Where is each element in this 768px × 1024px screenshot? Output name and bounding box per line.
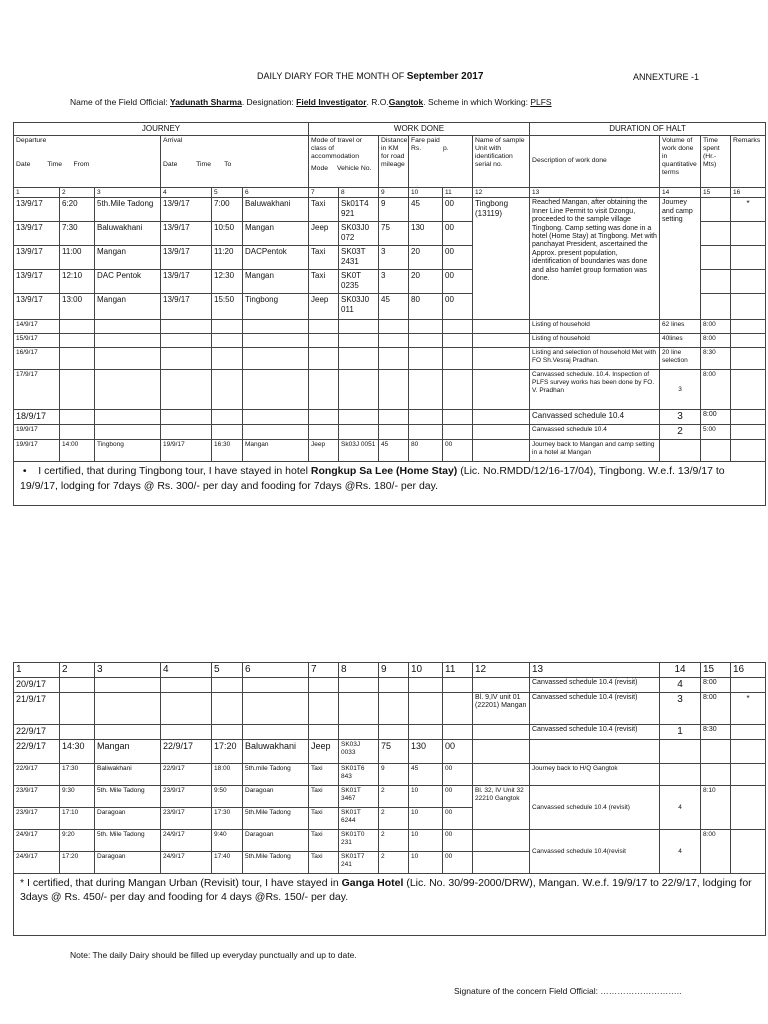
sample-unit-header: Name of sample Unit with identification serial no. [473,135,530,187]
table-row: 20/9/17 Canvassed schedule 10.4 (revisit) 4 8:00 [14,678,766,693]
description-header: Description of work done [530,135,660,187]
diary-table-2 [13,662,766,936]
page-title: DAILY DIARY FOR THE MONTH OF September 2017 [257,71,484,82]
fare-header: Fare paid Rs. p. [409,135,473,187]
mode-header: Mode of travel or class of accommodation Mode Vehicle No. [309,135,379,187]
work-done-header: WORK DONE [309,123,530,136]
table-row: 18/9/17 Canvassed schedule 10.4 3 8:00 [14,410,766,425]
designation: Field Investigator [296,97,367,107]
table-row: 23/9/17 9:30 5th. Mile Tadong 23/9/17 9:50 Daragoan Taxi SK01T 3467 2 10 00 Bl. 32, IV Unit 32 22210 Gangtok Canvassed schedule 10.4 (revisit) 4 8:10 [14,786,766,808]
diary-table-1 [13,122,766,506]
departure-header: Departure Date Time From [14,135,161,187]
official-name: Yadunath Sharma [170,97,242,107]
table-row: 19/9/17 Canvassed schedule 10.4 2 5:00 [14,425,766,440]
work-description: Reached Mangan, after obtaining the Inner Line Permit to visit Dzongu, proceeded to the sample village Tingbong. Camp setting was done in a hotel (Home Stay) at Tingbong. Met with panchayat President, ascertained the Approx. present population, identification of boundaries was done and also hamlet group formation was done. [530,198,660,320]
certification-text: • I certified, that during Tingbong tour, I have stayed in hotel Rongkup Sa Lee (Home Stay) (Lic. No.RMDD/12/16-17/04), Tingbong. W.e.f. 13/9/17 to 19/9/17, lodging for 7days @ Rs. 300/- per day and fooding for 7days @Rs. 180/- per day. [14,462,766,506]
table-row: 14/9/17 Listing of household 62 lines 8:00 [14,320,766,334]
table-row: 13/9/17 11:00 Mangan 13/9/17 11:20 DACPentok Taxi SK03T 2431 3 20 00 [14,246,766,270]
table-row: 13/9/17 12:10 DAC Pentok 13/9/17 12:30 Mangan Taxi SK0T 0235 3 20 00 [14,270,766,294]
certification-row [14,874,766,936]
table-row: 17/9/17 Canvassed schedule. 10.4. Inspection of PLFS survey works has been done by FO. V. Pradhan 3 8:00 [14,370,766,410]
table-row: 22/9/17 14:30 Mangan 22/9/17 17:20 Baluwakhani Jeep SK03J 0033 75 130 00 [14,740,766,764]
arrival-header: Arrival Date Time To [161,135,309,187]
table-row: 13/9/17 7:30 Baluwakhani 13/9/17 10:50 Mangan Jeep SK03J0 072 75 130 00 [14,222,766,246]
distance-header: Distance in KM for road mileage [379,135,409,187]
column-number-row: 1 2 3 4 5 6 7 8 9 10 11 12 13 14 15 16 [14,187,766,198]
table-row: 19/9/17 14:00 Tingbong 19/9/17 16:30 Mangan Jeep Sk03J 0051 45 80 00 Journey back to Mangan and camp setting in a hotel at Mangan [14,440,766,462]
table-row: 24/9/17 17:20 Daragoan 24/9/17 17:40 5th.Mile Tadong Taxi SK01T7 241 2 10 00 [14,852,766,874]
table-row: 22/9/17 Canvassed schedule 10.4 (revisit) 1 8:30 [14,725,766,740]
table-row: 22/9/17 17:30 Baliwakhani 22/9/17 18:00 5th.mile Tadong Taxi SK01T6 843 9 45 00 Journey back to H/Q Gangtok [14,764,766,786]
table-row: 23/9/17 17:10 Daragoan 23/9/17 17:30 5th.Mile Tadong Taxi SK01T 6244 2 10 00 [14,808,766,830]
table-row: 15/9/17 Listing of household 40lines 8:00 [14,334,766,348]
table-row: 24/9/17 9:20 5th. Mile Tadong 24/9/17 9:40 Daragoan Taxi SK01T0 231 2 10 00 Canvassed schedule 10.4(revisit 4 8:00 [14,830,766,852]
annexure-label: ANNEXTURE -1 [633,72,700,82]
certification-text: * I certified, that during Mangan Urban (Revisit) tour, I have stayed in Ganga Hotel (Lic. No. 30/99-2000/DRW), Mangan. W.e.f. 19/9/17 to 22/9/17, lodging for 3days @ Rs. 450/- per day and fooding for 4 days @Rs. 150/- per day. [14,874,766,936]
footer-note: Note: The daily Dairy should be filled up everyday punctually and up to date. [70,950,357,960]
column-number-row: 1 2 3 4 5 6 7 8 9 10 11 12 13 14 15 16 [14,663,766,678]
work-volume: Journey and camp setting [660,198,701,320]
table-row: 21/9/17 Bl. 9,IV unit 01 (22201) Mangan Canvassed schedule 10.4 (revisit) 3 8:00 * [14,693,766,725]
volume-header: Volume of work done in quantitative terms [660,135,701,187]
signature-line: Signature of the concern Field Official: ……………………….. [454,986,682,996]
scheme: PLFS [530,97,552,107]
official-details: Name of the Field Official: Yadunath Sharma. Designation: Field Investigator. R.O.Gangtok. Scheme in which Working: PLFS [70,97,552,107]
table-row: 13/9/17 6:20 5th.Mile Tadong 13/9/17 7:00 Baluwakhani Taxi Sk01T4 921 9 45 00 Tingbong (13119) Reached Mangan, after obtaining the Inner Line Permit to visit Dzongu, proceeded to the sample village Tingbong. Camp setting was done in a hotel (Home Stay) at Tingbong. Met with panchayat President, ascertained the Approx. present population, identification of boundaries was done and also hamlet group formation was done. Journey and camp setting * [14,198,766,222]
table-row: 13/9/17 13:00 Mangan 13/9/17 15:50 Tingbong Jeep SK03J0 011 45 80 00 [14,294,766,320]
journey-header: JOURNEY [14,123,309,136]
table-row: 16/9/17 Listing and selection of household Met with FO Sh.Vesraj Pradhan. 20 line selection 8:30 [14,348,766,370]
regional-office: Gangtok [388,97,424,107]
sample-unit: Tingbong (13119) [473,198,530,320]
time-spent-header: Time spent (Hr.- Mts) [701,135,731,187]
duration-header: DURATION OF HALT [530,123,766,136]
certification-row [14,462,766,506]
remarks-header: Remarks [731,135,766,187]
